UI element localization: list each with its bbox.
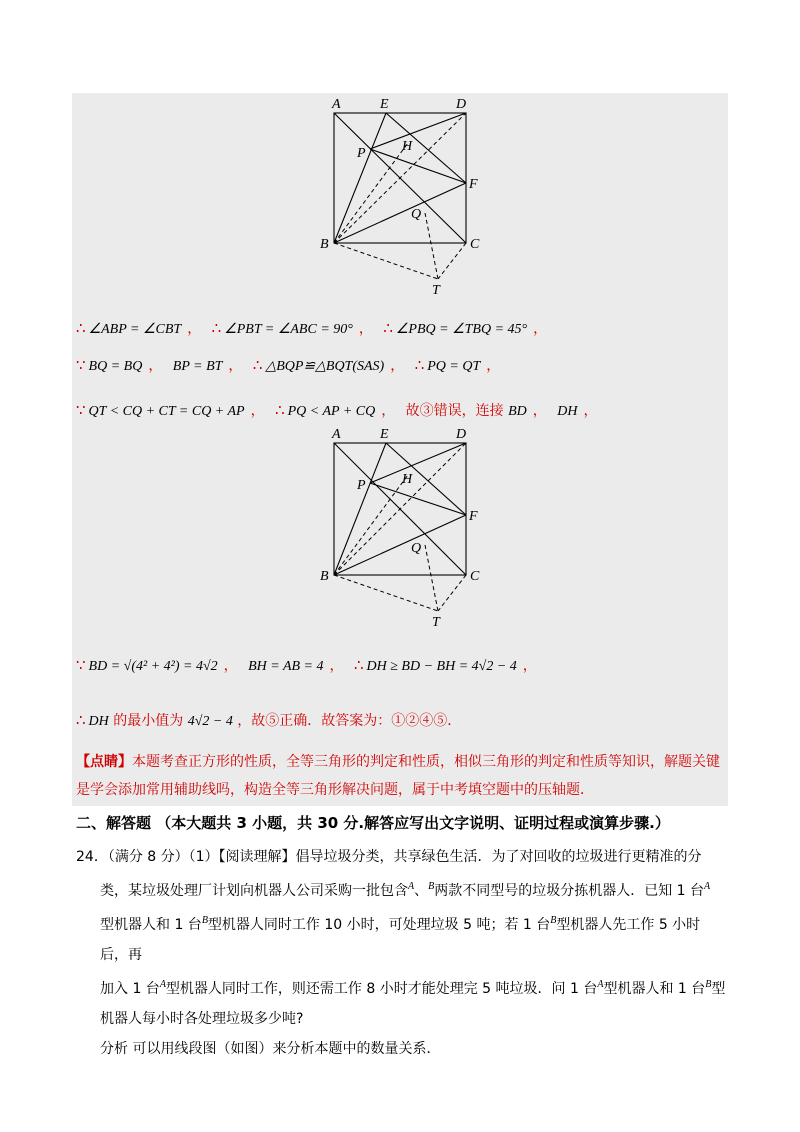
label-H: H bbox=[402, 472, 413, 487]
label-F: F bbox=[469, 509, 478, 524]
label-D: D bbox=[456, 427, 467, 442]
geometry-figure-1 bbox=[310, 93, 490, 298]
label-C: C bbox=[470, 237, 480, 252]
label-P: P bbox=[357, 478, 366, 493]
section-heading: 二、解答题 （本大题共 3 小题，共 30 分.解答应写出文字说明、证明过程或演算步骤.） bbox=[76, 814, 670, 832]
geometry-figure-2 bbox=[310, 425, 490, 630]
proof-line-1: ∴ ∠ABP = ∠CBT ， ∴ ∠PBT = ∠ABC = 90° ， ∴ ∠PBQ = ∠TBQ = 45° ， bbox=[76, 319, 548, 337]
label-H: H bbox=[402, 139, 413, 154]
label-B: B bbox=[320, 569, 329, 584]
label-C: C bbox=[470, 569, 480, 584]
label-F: F bbox=[469, 177, 478, 192]
question-24: 24．（满分 8 分）（1）【阅读理解】倡导垃圾分类，共享绿色生活．为了对回收的垃圾进行更精准的分 类，某垃圾处理厂计划向机器人公司采购一批包含$^A$、$^B$两款不同型号的垃圾分拣机器人．已知 1 台$^A$ 型机器人和 1 台$^B$型机器人同时工作 10 小时，可处理垃圾 5 吨；若 1 台$^B$型机器人先工作 5 小时后，再 加入 1 台$^A$型机器人同时工作，则还需工作 8 小时才能处理完 5 吨垃圾．问 1 台$^A$型机器人和 1 台$^B$型 机器人每小时各处理垃圾多少吨? 分析 可以用线段图（如图）来分析本题中的数量关系． bbox=[76, 849, 726, 1057]
label-Q: Q bbox=[411, 207, 422, 222]
proof-line-4: ∵ BD = √(4² + 4²) = 4√2 ， BH = AB = 4 ， ∴ DH ≥ BD − BH = 4√2 − 4 ， bbox=[76, 656, 537, 674]
label-B: B bbox=[320, 237, 329, 252]
label-E: E bbox=[380, 427, 389, 442]
tip-note: 【点睛】本题考查正方形的性质，全等三角形的判定和性质，相似三角形的判定和性质等知识，解题关键是学会添加常用辅助线吗，构造全等三角形解决问题，属于中考填空题中的压轴题． bbox=[76, 754, 720, 798]
label-T: T bbox=[432, 615, 440, 630]
label-E: E bbox=[380, 97, 389, 112]
label-D: D bbox=[456, 97, 467, 112]
label-A: A bbox=[332, 97, 341, 112]
proof-line-3: ∵ QT < CQ + CT = CQ + AP ， ∴ PQ < AP + CQ ， 故③错误，连接 BD ， DH ， bbox=[76, 401, 598, 419]
proof-line-2: ∵ BQ = BQ ， BP = BT ， ∴ △BQP≌△BQT(SAS) ， ∴ PQ = QT ， bbox=[76, 356, 501, 374]
proof-line-5: ∴ DH 的最小值为 4√2 − 4 ，故⑤正确．故答案为：①②④⑤． bbox=[76, 711, 462, 729]
label-P: P bbox=[357, 146, 366, 161]
label-A: A bbox=[332, 427, 341, 442]
label-T: T bbox=[432, 283, 440, 298]
label-Q: Q bbox=[411, 541, 422, 556]
